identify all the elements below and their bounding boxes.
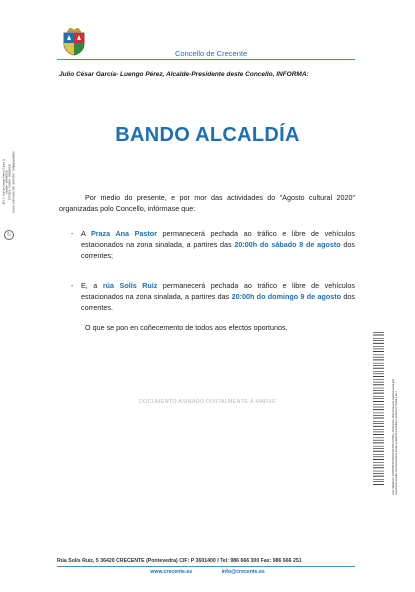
stamp-line-1: JUN C. García-Luengo Pérez (1 para 1) <box>2 159 6 205</box>
document-title: BANDO ALCALDÍA <box>115 124 300 146</box>
validation-line-1: Cód. Validación: 3A3B9M9HXC9WPNYMJ55ZUCNMC | Verificación: https://crecente.sedelectronica.gal/ <box>391 379 395 495</box>
validation-note <box>387 332 403 592</box>
footer-email-link[interactable]: info@crecente.es <box>221 569 265 575</box>
bullet-item-praza <box>71 228 355 261</box>
stamp-line-4: HASH: 1649 0A0E 060 7BA4 0F47 7E4fbb5a0e8f910 <box>12 151 16 213</box>
stamp-line-3: ESTADO: A1/4/A3 - 06/08/2020 <box>9 163 12 201</box>
stamp-line-2: Alcalde - 06/08/2020 <box>5 170 9 194</box>
bullet-text-middle: permanecerá pechada ao tráfico e libre de vehículos estacionados na zona sinalada, a partires das <box>81 281 355 301</box>
footer-website-link[interactable]: www.crecente.es <box>150 569 193 575</box>
closing-time: 20:00h do domingo 9 de agosto <box>231 292 342 301</box>
municipality-name: Concello de Crecente <box>175 49 248 58</box>
closing-time: 20:00h do sábado 8 de agosto <box>234 240 341 249</box>
bullet-dash: - <box>71 281 74 290</box>
paragraph-intro: Por medio do presente, e por mor das actividades do "Agosto cultural 2020" organizadas polo Concello, infórmase que: <box>59 193 355 213</box>
bullet-text-start: A <box>81 229 91 238</box>
signature-stamp-text <box>3 151 16 212</box>
validation-line-2: Documento asinado electrónicamente desde a plataforma esPublico Gestiona | Páxina 1 de 1 <box>395 391 398 495</box>
footer-divider <box>57 566 355 567</box>
footer-address: Rúa Solís Ruíz, 5 36420 CRECENTE (Pontevedra) CIF: P 3601400 I Tel: 986 666 300 Fax: 986 666 251 <box>57 558 302 564</box>
footer-contacts <box>0 569 415 575</box>
digital-signature-watermark: DOCUMENTO ASINADO DIXITALMENTE Á MARXE <box>139 399 276 405</box>
bullet-text-end: dos correntes. <box>81 292 355 312</box>
stamp-seal-icon: ↻ <box>4 230 14 240</box>
crest-icon <box>62 26 86 56</box>
bullet-item-rua <box>71 280 355 313</box>
paragraph-closing: O que se pon en coñecemento de todos aos efectos oportunos. <box>85 323 288 332</box>
barcode-icon <box>373 332 384 487</box>
bullet-text-middle: permanecerá pechada ao tráfico e libre de vehículos estacionados na zona sinalada, a partires das <box>81 229 355 249</box>
bullet-dash: - <box>71 229 74 238</box>
place-name: Praza Ana Pastor <box>90 229 157 238</box>
header-divider <box>57 59 355 60</box>
place-name: rúa Solís Ruíz <box>102 281 158 290</box>
bullet-text-start: E, a <box>81 281 103 290</box>
intro-line: Julio César García- Luengo Pérez, Alcalde-Presidente deste Concello, INFORMA: <box>59 71 309 78</box>
bullet-text-end: dos correntes; <box>81 240 355 260</box>
